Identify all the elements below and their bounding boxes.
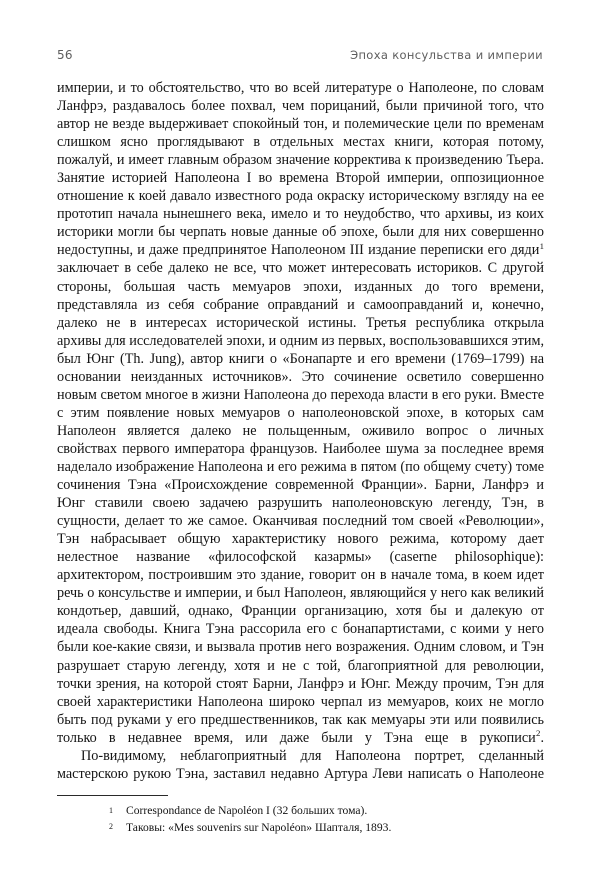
footnote-reference-1[interactable]: 1 [539, 240, 544, 251]
footnote-marker: 2 [109, 822, 113, 831]
footnote-separator-rule [57, 795, 168, 796]
footnote-marker: 1 [109, 805, 113, 815]
footnote-text: Таковы: «Mes souvenirs sur Napoléon» Шапталя, 1893. [126, 820, 392, 834]
page-number: 56 [57, 48, 73, 62]
paragraph-last: По-видимому, неблагоприятный для Наполеона портрет, сделанный мастерскою рукою Тэна, заставил недавно Артура Леви написать о Наполеоне [57, 747, 544, 782]
paragraph-text-part-1: империи, и то обстоятельство, что во всей литературе о Наполеоне, по словам Ланфрэ, раздавалось более похвал, чем порицаний, были причиной того, что автор не везде выдерживает спокойный тон, и полемические цели по временам слишком ясно проглядывают в отдельных местах книги, которая потому, пожалуй, и имеет главным образом значение корректива к произведению Тьера. Занятие историей Наполеона I во времена Второй империи, оппозиционное отношение к коей давало известного рода окраску историческому взгляду на ее прототип начала нынешнего века, имело и то неудобство, что архивы, из коих историки могли бы черпать новые данные об эпохе, были для них совершенно недоступны, и даже предпринятое Наполеоном III издание переписки его дяди [57, 80, 544, 259]
footnote-reference-2[interactable]: 2 [536, 727, 541, 738]
paragraph-text-part-2: заключает в себе далеко не все, что может интересовать историков. С другой стороны, большая часть мемуаров эпохи, изданных до того времени, представляла из себя собрание оправданий и самооправданий и, конечно, далеко не в интересах исторической истины. Третья республика открыла архивы для исследователей эпохи, и одним из первых, воспользовавшихся этим, был Юнг (Th. Jung), автор книги о «Бонапарте и его времени (1769–1799) на основании неизданных источников». Это сочинение осветило совершенно новым светом многое в жизни Наполеона до перехода власти в его руки. Вместе с этим появление новых мемуаров о наполеоновской эпохе, в которых сам Наполеон является далеко не польщенным, оживило вопрос о личных свойствах первого императора французов. Наиболее шума за последнее время наделало изображение Наполеона и его режима в пятом (по общему счету) томе сочинения Тэна «Происхождение современной Франции». Барни, Ланфрэ и Юнг ставили своею задачею разрушить наполеоновскую легенду, Тэн, в сущности, делает то же самое. Оканчивая последний том своей «Революции», Тэн набрасывает общую характеристику нового режима, которому дает нелестное название «философской казармы» (caserne philosophique): архитектором, построившим это здание, говорит он в начале тома, в коем идет речь о консульстве и империи, и был Наполеон, являющийся у него как великий кондотьер, давший, однако, Франции организацию, хотя бы и далекую от идеала свободы. Книга Тэна рассорила его с бонапартистами, с коими у него были кое-какие связи, и вызвала против него возражения. Одним словом, и Тэн разрушает старую легенду, хотя и не с той, благоприятной для революции, точки зрения, на которой стоят Барни, Ланфрэ и Юнг. Между прочим, Тэн для своей характеристики Наполеона широко черпал из мемуаров, коих не могло быть под руками у его предшественников, так как мемуары эти или появились только в недавнее время, или даже были у Тэна еще в рукописи [57, 260, 544, 746]
paragraph-continued [57, 79, 544, 747]
paragraph-text-tail: . [540, 729, 544, 746]
running-title: Эпоха консульства и империи [350, 48, 543, 62]
footnote-list [57, 803, 544, 836]
footnote-item [57, 803, 544, 820]
running-head [57, 48, 543, 66]
footnote-item [57, 820, 544, 837]
footnote-text: Correspondance de Napoléon I (32 больших тома). [126, 804, 368, 817]
footnotes-section [57, 795, 544, 836]
body-text-block [57, 79, 544, 783]
